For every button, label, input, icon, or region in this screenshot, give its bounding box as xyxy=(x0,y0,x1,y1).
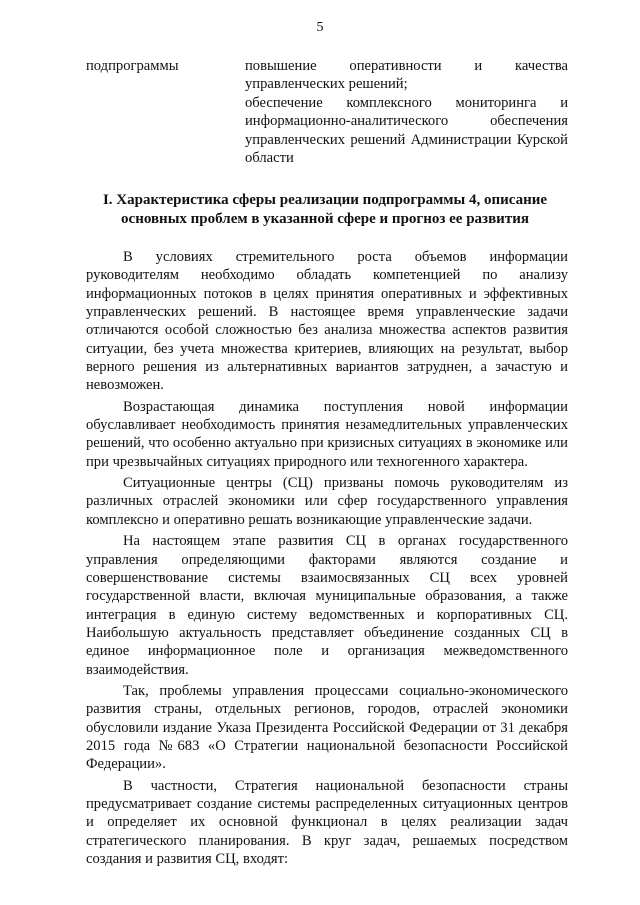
subprogram-passport-row xyxy=(86,57,568,167)
section-heading: I. Характеристика сферы реализации подпрограммы 4, описание основных проблем в указанной сфере и прогноз ее развития xyxy=(102,192,548,227)
paragraph: В частности, Стратегия национальной безопасности страны предусматривает создание системы распределенных ситуационных центров и определяет их основной функционал в целях реализации задач стратегического планирования. В круг задач, решаемых посредством создания и развития СЦ, входят: xyxy=(86,777,568,867)
passport-label: подпрограммы xyxy=(86,58,179,74)
passport-item: повышение оперативности и качества управленческих решений; xyxy=(245,58,568,93)
page-number: 5 xyxy=(316,20,324,35)
body-text xyxy=(86,248,568,871)
paragraph: Так, проблемы управления процессами социально-экономического развития страны, отдельных регионов, городов, отраслей экономики обусловили издание Указа Президента Российской Федерации от 31 декабря 2015 года №683 «О Стратегии национальной безопасности Российской Федерации». xyxy=(86,682,568,773)
passport-item: обеспечение комплексного мониторинга и информационно-аналитического обеспечения управленческих решений Администрации Курской области xyxy=(245,94,568,167)
paragraph: В условиях стремительного роста объемов информации руководителям необходимо обладать компетенцией по анализу информационных потоков в целях принятия оперативных и эффективных управленческих решений. В настоящее время управленческие задачи отличаются особой сложностью без анализа множества аспектов развития ситуации, без учета множества критериев, влияющих на результат, выбор верного решения из альтернативных вариантов затруднен, а зачастую и невозможен. xyxy=(86,249,568,394)
paragraph: Возрастающая динамика поступления новой информации обуславливает необходимость принятия незамедлительных управленческих решений, что особенно актуально при кризисных ситуациях в экономике или при чрезвычайных ситуациях природного или техногенного характера. xyxy=(86,398,568,470)
paragraph: На настоящем этапе развития СЦ в органах государственного управления определяющими факторами являются создание и совершенствование системы взаимосвязанных СЦ всех уровней государственной власти, включая муниципальные образования, а также интеграция в единую систему ведомственных и корпоративных СЦ. Наибольшую актуальность представляет объединение созданных СЦ в единое информационное поле и организация межведомственного взаимодействия. xyxy=(86,533,568,678)
paragraph: Ситуационные центры (СЦ) призваны помочь руководителям из различных отраслей экономики или сфер государственного управления комплексно и оперативно решать возникающие управленческие задачи. xyxy=(86,475,568,528)
passport-value xyxy=(245,57,568,167)
